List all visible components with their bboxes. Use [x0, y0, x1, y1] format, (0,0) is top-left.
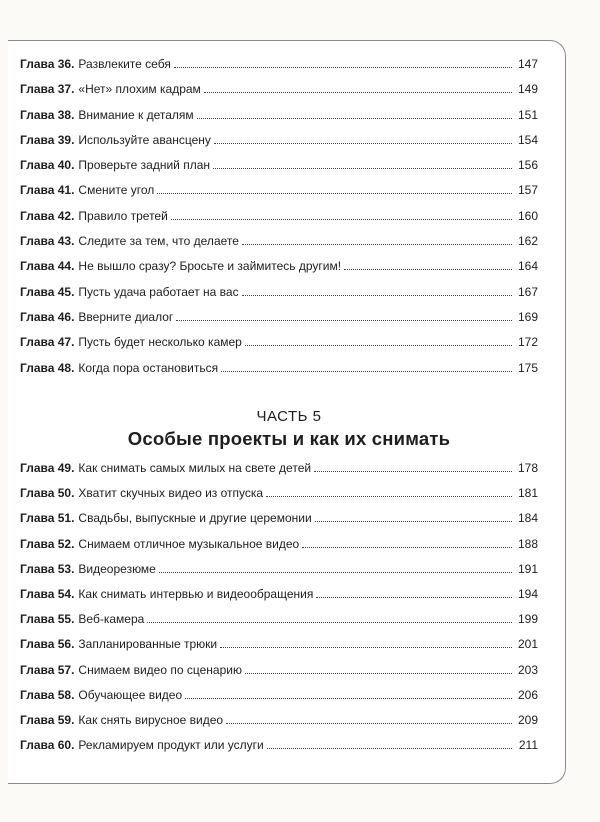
- dot-leader: [314, 471, 512, 472]
- chapter-label: Глава 49.: [20, 461, 75, 475]
- dot-leader: [344, 269, 512, 270]
- toc-entry: [20, 510, 538, 535]
- chapter-title: Обучающее видео: [78, 687, 183, 702]
- chapter-label: Глава 48.: [20, 360, 75, 375]
- page-number: 203: [517, 662, 538, 677]
- chapter-label: Глава 41.: [20, 183, 75, 198]
- dot-leader: [157, 193, 512, 194]
- toc-entry: [20, 284, 538, 309]
- dot-leader: [159, 572, 512, 573]
- page-number: 184: [517, 511, 538, 526]
- chapter-label: Глава 36.: [20, 57, 75, 71]
- page-number: 149: [517, 82, 538, 97]
- toc-entry: [20, 662, 538, 687]
- chapter-title: Следите за тем, что делаете: [78, 234, 239, 249]
- toc-entry: [20, 233, 538, 258]
- chapter-title: Развлеките себя: [78, 57, 171, 71]
- chapter-label: Глава 50.: [20, 486, 75, 501]
- dot-leader: [220, 647, 512, 648]
- toc-entry: [20, 561, 538, 586]
- chapter-label: Глава 52.: [20, 536, 75, 551]
- dot-leader: [316, 597, 512, 598]
- chapter-title: Проверьте задний план: [78, 158, 211, 173]
- toc-entry: [20, 586, 538, 611]
- dot-leader: [315, 521, 512, 522]
- chapter-label: Глава 45.: [20, 284, 75, 299]
- page-number: 201: [517, 637, 538, 652]
- toc-entry: [20, 687, 538, 712]
- chapter-title: Рекламируем продукт или услуги: [78, 738, 264, 753]
- page-number: 209: [517, 712, 538, 727]
- page-number: 162: [517, 234, 538, 249]
- chapter-label: Глава 57.: [20, 662, 75, 677]
- chapter-label: Глава 59.: [20, 712, 75, 727]
- chapter-label: Глава 37.: [20, 82, 75, 97]
- dot-leader: [213, 168, 512, 169]
- chapter-label: Глава 53.: [20, 561, 75, 576]
- chapter-title: Снимаем видео по сценарию: [78, 662, 242, 677]
- page-number: 188: [517, 536, 538, 551]
- chapter-title: Используйте авансцену: [78, 132, 211, 147]
- chapter-label: Глава 42.: [20, 208, 75, 223]
- chapter-label: Глава 46.: [20, 309, 75, 324]
- chapter-title: Видеорезюме: [78, 561, 156, 576]
- toc-entry: [20, 157, 538, 182]
- toc-entry: [20, 81, 538, 106]
- chapter-label: Глава 44.: [20, 259, 75, 274]
- toc-entry: [20, 258, 538, 283]
- toc-entry: [20, 636, 538, 661]
- chapter-label: Глава 43.: [20, 234, 75, 249]
- dot-leader: [245, 345, 512, 346]
- dot-leader: [204, 92, 512, 93]
- chapter-title: Хватит скучных видео из отпуска: [78, 486, 264, 501]
- chapter-title: Как снимать интервью и видеообращения: [78, 586, 314, 601]
- toc-entry: [20, 132, 538, 157]
- chapter-title: Веб-камера: [78, 612, 145, 627]
- toc-entry: [20, 334, 538, 359]
- chapter-label: Глава 55.: [20, 612, 75, 627]
- dot-leader: [185, 698, 512, 699]
- chapter-title: Правило третей: [78, 208, 168, 223]
- dot-leader: [245, 673, 512, 674]
- toc-entry: [20, 611, 538, 636]
- page-number: 160: [517, 208, 538, 223]
- dot-leader: [174, 67, 512, 68]
- chapter-title: Вверните диалог: [78, 309, 174, 324]
- chapter-title: Внимание к деталям: [78, 107, 194, 122]
- dot-leader: [242, 295, 512, 296]
- dot-leader: [302, 547, 512, 548]
- page-number: 181: [517, 486, 538, 501]
- toc-entry: [20, 360, 538, 385]
- page-number: 178: [517, 461, 538, 475]
- chapter-label: Глава 58.: [20, 687, 75, 702]
- dot-leader: [176, 320, 512, 321]
- chapter-title: «Нет» плохим кадрам: [78, 82, 201, 97]
- toc-entry: [20, 182, 538, 207]
- toc-entry: [20, 460, 538, 485]
- chapter-title: Как снимать самых милых на свете детей: [78, 461, 312, 475]
- toc-list-before: [20, 56, 538, 385]
- dot-leader: [197, 118, 512, 119]
- chapter-label: Глава 38.: [20, 107, 75, 122]
- chapter-label: Глава 60.: [20, 738, 75, 753]
- part-title: Особые проекты и как их снимать: [127, 428, 451, 449]
- chapter-title: Снимаем отличное музыкальное видео: [78, 536, 300, 551]
- toc-entry: [20, 485, 538, 510]
- toc-entry: [20, 107, 538, 132]
- chapter-title: Как снять вирусное видео: [78, 712, 224, 727]
- toc-list-after: [20, 460, 538, 762]
- dot-leader: [266, 496, 512, 497]
- page-number: 199: [517, 612, 538, 627]
- dot-leader: [171, 219, 512, 220]
- page-number: 169: [517, 309, 538, 324]
- page-number: 211: [518, 738, 538, 753]
- page-number: 157: [517, 183, 538, 198]
- chapter-label: Глава 54.: [20, 586, 75, 601]
- toc-entry: [20, 309, 538, 334]
- chapter-title: Смените угол: [78, 183, 155, 198]
- dot-leader: [226, 723, 512, 724]
- toc-entry: [20, 208, 538, 233]
- page-number: 191: [517, 561, 538, 576]
- toc-entry: [20, 536, 538, 561]
- part-number: ЧАСТЬ 5: [256, 408, 322, 425]
- chapter-title: Когда пора остановиться: [78, 360, 219, 375]
- page-number: 206: [517, 687, 538, 702]
- dot-leader: [267, 748, 512, 749]
- page-number: 151: [517, 107, 538, 122]
- dot-leader: [147, 622, 512, 623]
- chapter-title: Пусть будет несколько камер: [78, 335, 242, 350]
- page-number: 172: [517, 335, 538, 350]
- chapter-label: Глава 40.: [20, 158, 75, 173]
- toc-entry: [20, 56, 538, 81]
- chapter-title: Не вышло сразу? Бросьте и займитесь другим!: [78, 259, 342, 274]
- chapter-title: Свадьбы, выпускные и другие церемонии: [78, 511, 312, 526]
- chapter-label: Глава 56.: [20, 637, 75, 652]
- chapter-label: Глава 51.: [20, 511, 75, 526]
- toc-entry: [20, 737, 538, 762]
- page-number: 194: [517, 586, 538, 601]
- page-number: 175: [517, 360, 538, 375]
- chapter-title: Запланированные трюки: [78, 637, 218, 652]
- chapter-label: Глава 39.: [20, 132, 75, 147]
- page-number: 164: [517, 259, 538, 274]
- dot-leader: [242, 244, 512, 245]
- toc-entry: [20, 712, 538, 737]
- page-number: 154: [517, 132, 538, 147]
- chapter-label: Глава 47.: [20, 335, 75, 350]
- dot-leader: [214, 143, 512, 144]
- dot-leader: [221, 371, 512, 372]
- page-number: 167: [517, 284, 538, 299]
- chapter-title: Пусть удача работает на вас: [78, 284, 239, 299]
- page-number: 147: [517, 57, 538, 71]
- page-number: 156: [517, 158, 538, 173]
